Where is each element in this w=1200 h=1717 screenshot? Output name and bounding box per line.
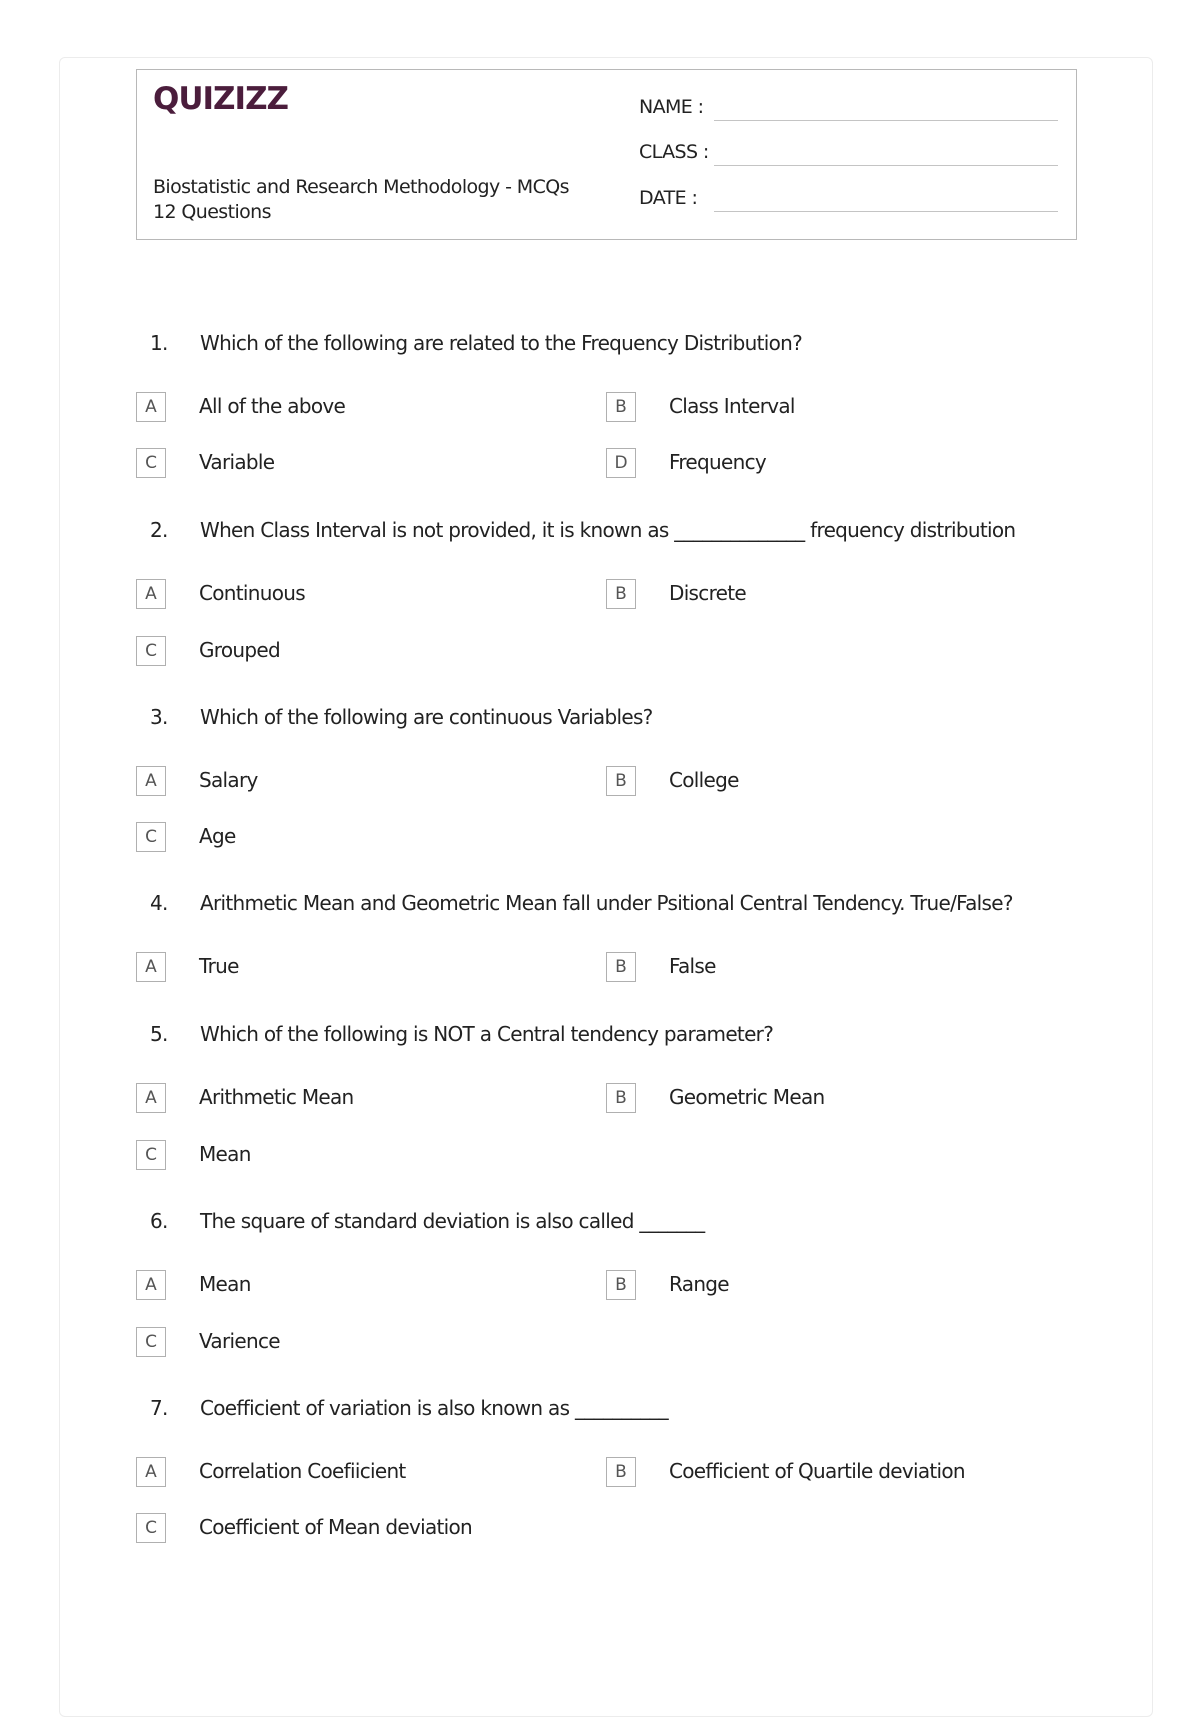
question-text: The square of standard deviation is also called _______ — [200, 1209, 705, 1233]
option-letter-box: A — [136, 1270, 166, 1300]
class-label: CLASS : — [639, 141, 709, 163]
option-text: Arithmetic Mean — [199, 1085, 354, 1109]
question-text: When Class Interval is not provided, it is known as ______________ frequency distribution — [200, 518, 1016, 542]
option-text: Geometric Mean — [669, 1085, 825, 1109]
option-text: Class Interval — [669, 394, 795, 418]
option-letter-box: C — [136, 1140, 166, 1170]
option-text: Age — [199, 824, 236, 848]
date-label: DATE : — [639, 187, 698, 209]
question-number: 3. — [150, 705, 168, 729]
option-letter-box: A — [136, 952, 166, 982]
option-text: Grouped — [199, 638, 280, 662]
option-text: True — [199, 954, 239, 978]
question-text: Arithmetic Mean and Geometric Mean fall under Psitional Central Tendency. True/False? — [200, 891, 1013, 915]
option-letter-box: A — [136, 392, 166, 422]
option-letter-box: A — [136, 1083, 166, 1113]
option-text: Discrete — [669, 581, 747, 605]
question-text: Which of the following is NOT a Central tendency parameter? — [200, 1022, 774, 1046]
option-letter-box: B — [606, 952, 636, 982]
class-line — [714, 165, 1058, 166]
option-letter-box: C — [136, 636, 166, 666]
option-text: Mean — [199, 1142, 251, 1166]
option-letter-box: B — [606, 766, 636, 796]
worksheet-header — [136, 69, 1077, 240]
option-text: Variable — [199, 450, 275, 474]
option-letter-box: B — [606, 1457, 636, 1487]
option-text: College — [669, 768, 739, 792]
quiz-title: Biostatistic and Research Methodology - MCQs — [153, 176, 569, 198]
option-letter-box: B — [606, 1083, 636, 1113]
option-letter-box: D — [606, 448, 636, 478]
option-text: Coefficient of Mean deviation — [199, 1515, 473, 1539]
option-text: Range — [669, 1272, 729, 1296]
option-text: Correlation Coefiicient — [199, 1459, 406, 1483]
question-text: Coefficient of variation is also known as __________ — [200, 1396, 668, 1420]
question-number: 4. — [150, 891, 168, 915]
option-text: False — [669, 954, 716, 978]
question-number: 5. — [150, 1022, 168, 1046]
option-text: Mean — [199, 1272, 251, 1296]
option-letter-box: C — [136, 448, 166, 478]
question-count: 12 Questions — [153, 201, 271, 223]
name-label: NAME : — [639, 96, 704, 118]
option-letter-box: A — [136, 766, 166, 796]
question-number: 1. — [150, 331, 168, 355]
question-text: Which of the following are continuous Variables? — [200, 705, 653, 729]
quizizz-logo: QUIZIZZ — [153, 81, 289, 117]
option-letter-box: B — [606, 1270, 636, 1300]
question-number: 2. — [150, 518, 168, 542]
option-text: Coefficient of Quartile deviation — [669, 1459, 965, 1483]
option-text: Continuous — [199, 581, 305, 605]
question-number: 6. — [150, 1209, 168, 1233]
option-letter-box: B — [606, 392, 636, 422]
question-text: Which of the following are related to the Frequency Distribution? — [200, 331, 803, 355]
option-text: All of the above — [199, 394, 346, 418]
option-text: Frequency — [669, 450, 767, 474]
option-text: Salary — [199, 768, 258, 792]
option-letter-box: A — [136, 579, 166, 609]
option-text: Varience — [199, 1329, 280, 1353]
option-letter-box: C — [136, 1513, 166, 1543]
option-letter-box: B — [606, 579, 636, 609]
option-letter-box: C — [136, 822, 166, 852]
option-letter-box: A — [136, 1457, 166, 1487]
option-letter-box: C — [136, 1327, 166, 1357]
name-line — [714, 120, 1058, 121]
question-number: 7. — [150, 1396, 168, 1420]
date-line — [714, 211, 1058, 212]
